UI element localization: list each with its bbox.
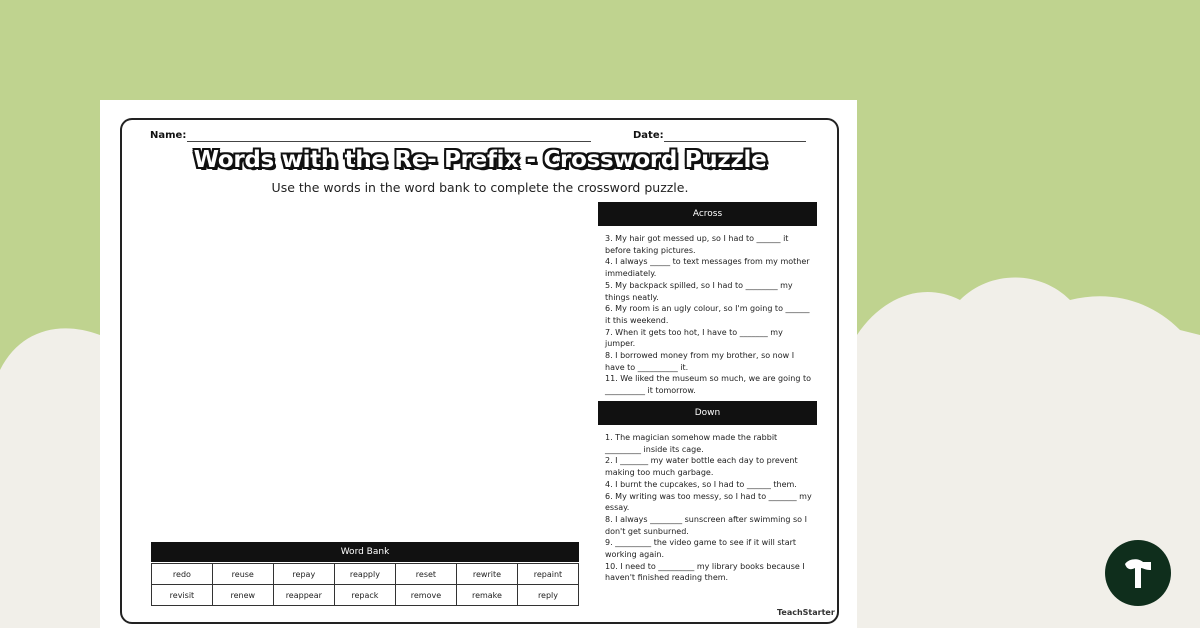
word-bank-word: redo bbox=[152, 564, 213, 585]
teachstarter-sprout-icon[interactable] bbox=[1105, 540, 1171, 606]
word-bank-word: revisit bbox=[152, 585, 213, 606]
word-bank-word: reapply bbox=[334, 564, 395, 585]
down-heading: Down bbox=[598, 401, 817, 425]
down-clue: 6. My writing was too messy, so I had to _______ my essay. bbox=[605, 491, 812, 513]
brand-wordmark: TeachStarter bbox=[777, 608, 835, 617]
worksheet-page bbox=[100, 100, 857, 628]
word-bank-row bbox=[152, 585, 579, 606]
across-clue: 7. When it gets too hot, I have to _______ my jumper. bbox=[605, 327, 783, 349]
word-bank-word: reuse bbox=[212, 564, 273, 585]
word-bank-word: remake bbox=[456, 585, 517, 606]
down-clue: 1. The magician somehow made the rabbit _________ inside its cage. bbox=[605, 433, 778, 454]
date-field-line bbox=[664, 141, 806, 142]
name-field-line bbox=[187, 141, 591, 142]
across-clue: 11. We liked the museum so much, we are going to __________ it tomorrow. bbox=[605, 374, 811, 396]
name-label: Name: bbox=[150, 130, 187, 141]
across-clue-list bbox=[605, 233, 815, 397]
word-bank-word: reset bbox=[395, 564, 456, 585]
down-clue: 4. I burnt the cupcakes, so I had to ______ them. bbox=[605, 479, 797, 489]
down-clue: 9. _________ the video game to see if it will start working again. bbox=[605, 538, 797, 560]
word-bank-word: reply bbox=[517, 585, 578, 606]
word-bank-row bbox=[152, 564, 579, 585]
across-clue: 4. I always _____ to text messages from my mother immediately. bbox=[605, 257, 810, 279]
word-bank-heading: Word Bank bbox=[151, 542, 579, 562]
word-bank-word: renew bbox=[212, 585, 273, 606]
word-bank-word: rewrite bbox=[456, 564, 517, 585]
word-bank-word: repack bbox=[334, 585, 395, 606]
across-clue: 5. My backpack spilled, so I had to ________ my things neatly. bbox=[605, 280, 793, 302]
word-bank-word: remove bbox=[395, 585, 456, 606]
word-bank-word: reappear bbox=[273, 585, 334, 606]
worksheet-title: Words with the Re- Prefix - Crossword Puzzle bbox=[193, 147, 767, 173]
down-clue: 8. I always ________ sunscreen after swimming so I don't get sunburned. bbox=[605, 514, 807, 536]
down-clue: 10. I need to _________ my library books because I haven't finished reading them. bbox=[605, 561, 805, 583]
down-clue: 2. I _______ my water bottle each day to prevent making too much garbage. bbox=[605, 456, 798, 478]
worksheet-instructions: Use the words in the word bank to complete the crossword puzzle. bbox=[271, 180, 689, 195]
across-clue: 6. My room is an ugly colour, so I'm going to ______ it this weekend. bbox=[605, 304, 810, 325]
across-heading: Across bbox=[598, 202, 817, 226]
down-clue-list bbox=[605, 432, 815, 584]
across-clue: 8. I borrowed money from my brother, so now I have to __________ it. bbox=[605, 351, 795, 372]
word-bank-word: repaint bbox=[517, 564, 578, 585]
date-label: Date: bbox=[633, 130, 664, 141]
word-bank-word: repay bbox=[273, 564, 334, 585]
word-bank-table bbox=[151, 563, 579, 606]
across-clue: 3. My hair got messed up, so I had to ______ it before taking pictures. bbox=[605, 234, 789, 255]
